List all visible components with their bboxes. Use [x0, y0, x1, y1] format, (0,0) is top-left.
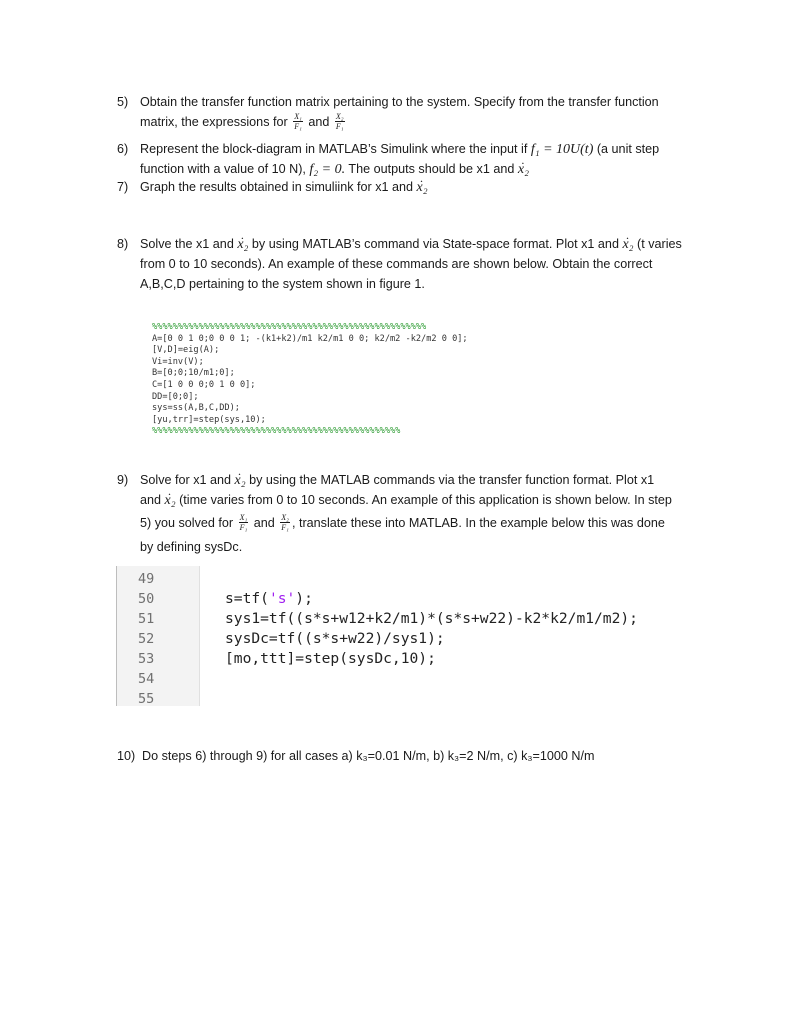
fraction-x1-over-f1: $\frac{\text{X₁}}{\text{F₁}}$: [294, 112, 302, 132]
step-number: 7): [117, 180, 129, 194]
step-8-line-1: [140, 234, 707, 254]
x2-dot: x₂ ·: [622, 235, 633, 255]
step-8-text: Solve the x1 and: [140, 237, 234, 251]
x2-dot: x₂ ·: [417, 178, 428, 198]
fraction-x2-over-f1: $\frac{\text{X₂}}{\text{F₁}}$: [335, 112, 344, 132]
step-9-text: Solve for x1 and: [140, 473, 232, 487]
step-9-text-5: 5) you solved for: [140, 516, 234, 530]
matlab-editor-snippet: [116, 566, 710, 706]
and-word: and: [253, 516, 275, 530]
code-line: Vi=inv(V);: [152, 356, 204, 367]
fraction-x1-over-f1: $\frac{\text{X₁}}{\text{F₁}}$: [239, 513, 248, 533]
code-line-50: s=tf('s');: [225, 590, 313, 607]
step-10-line-1: Do steps 6) through 9) for all cases a) k₃=0.01 N/m, b) k₃=2 N/m, c) k₃=1000 N/m: [142, 749, 595, 763]
x2-dot: x₂ ·: [518, 160, 529, 180]
and-word: and: [308, 115, 330, 129]
step-number: 9): [117, 473, 129, 487]
step-9-text-3: and: [140, 493, 162, 507]
code-line: [V,D]=eig(A);: [152, 345, 220, 356]
code-line: DD=[0;0];: [152, 391, 199, 402]
x2-dot: x₂ ·: [237, 235, 248, 255]
step-9-line-4: by defining sysDc.: [140, 540, 243, 554]
line-number: 50: [138, 591, 155, 607]
state-space-code: [152, 322, 468, 438]
step-number: 6): [117, 142, 129, 156]
step-6-text-3: The outputs should be x1 and: [348, 162, 515, 176]
line-number: 52: [138, 631, 155, 647]
code-line: [yu,trr]=step(sys,10);: [152, 414, 266, 425]
step-9-text-4: (time varies from 0 to 10 seconds. An example of this application is shown below. In step: [179, 493, 672, 507]
code-line: C=[1 0 0 0;0 1 0 0];: [152, 379, 256, 390]
code-comment-bottom: %%%%%%%%%%%%%%%%%%%%%%%%%%%%%%%%%%%%%%%%%%%%%%%%: [152, 426, 401, 437]
step-5-line-1: Obtain the transfer function matrix pertaining to the system. Specify from the transfer function: [140, 95, 659, 109]
line-number: 51: [138, 611, 155, 627]
x2-dot: x₂ ·: [165, 491, 176, 511]
step-9-line-2: [140, 490, 707, 510]
step-9-line-3: [140, 513, 707, 533]
step-6-text: Represent the block-diagram in MATLAB’s Simulink where the input if: [140, 142, 528, 156]
step-8-line-3: A,B,C,D pertaining to the system shown in figure 1.: [140, 277, 425, 291]
line-number: 49: [138, 571, 155, 587]
code-line: B=[0;0;10/m1;0];: [152, 368, 235, 379]
step-8-line-2: from 0 to 10 seconds). An example of these commands are shown below. Obtain the correct: [140, 257, 653, 271]
step-number: 10): [117, 749, 136, 763]
step-9-text-6: , translate these into MATLAB. In the example below this was done: [291, 516, 665, 530]
line-number: 53: [138, 651, 155, 667]
step-number: 5): [117, 95, 129, 109]
step-8-text-3: (t varies: [637, 237, 682, 251]
step-5-line-2: [140, 112, 707, 132]
step-6-text-2: function with a value of 10 N),: [140, 162, 306, 176]
step-7-line-1: [140, 177, 707, 197]
code-line: sys=ss(A,B,C,DD);: [152, 403, 240, 414]
line-number: 54: [138, 671, 155, 687]
line-number: 55: [138, 691, 155, 706]
code-line: A=[0 0 1 0;0 0 0 1; -(k1+k2)/m1 k2/m1 0 0; k2/m2 -k2/m2 0 0];: [152, 333, 468, 344]
line-number-gutter: [117, 566, 200, 706]
f1-equation: f₁ = 10U(t): [530, 142, 594, 157]
string-literal: 's': [268, 590, 296, 607]
step-9-line-1: [140, 470, 707, 490]
code-line-53: [mo,ttt]=step(sysDc,10);: [225, 650, 436, 667]
step-6-line-1: [140, 139, 707, 159]
code-line-51: sys1=tf((s*s+w12+k2/m1)*(s*s+w22)-k2*k2/m1/m2);: [225, 610, 638, 627]
f2-equation: f₂ = 0.: [309, 162, 346, 177]
fraction-x2-over-f1: $\frac{\text{X₂}}{\text{F₁}}$: [281, 513, 289, 533]
step-9-text-2: by using the MATLAB commands via the transfer function format. Plot x1: [249, 473, 655, 487]
step-5-line-2-text: matrix, the expressions for: [140, 115, 288, 129]
step-6-text-suffix: (a unit step: [596, 142, 660, 156]
step-number: 8): [117, 237, 129, 251]
step-7-text: Graph the results obtained in simuliink for x1 and: [140, 180, 414, 194]
code-comment-top: %%%%%%%%%%%%%%%%%%%%%%%%%%%%%%%%%%%%%%%%%%%%%%%%%%%%%: [152, 322, 427, 332]
code-area: [200, 566, 710, 706]
x2-dot: x₂ ·: [235, 471, 246, 491]
code-line-52: sysDc=tf((s*s+w22)/sys1);: [225, 630, 445, 647]
step-8-text-2: by using MATLAB’s command via State-space format. Plot x1 and: [251, 237, 619, 251]
